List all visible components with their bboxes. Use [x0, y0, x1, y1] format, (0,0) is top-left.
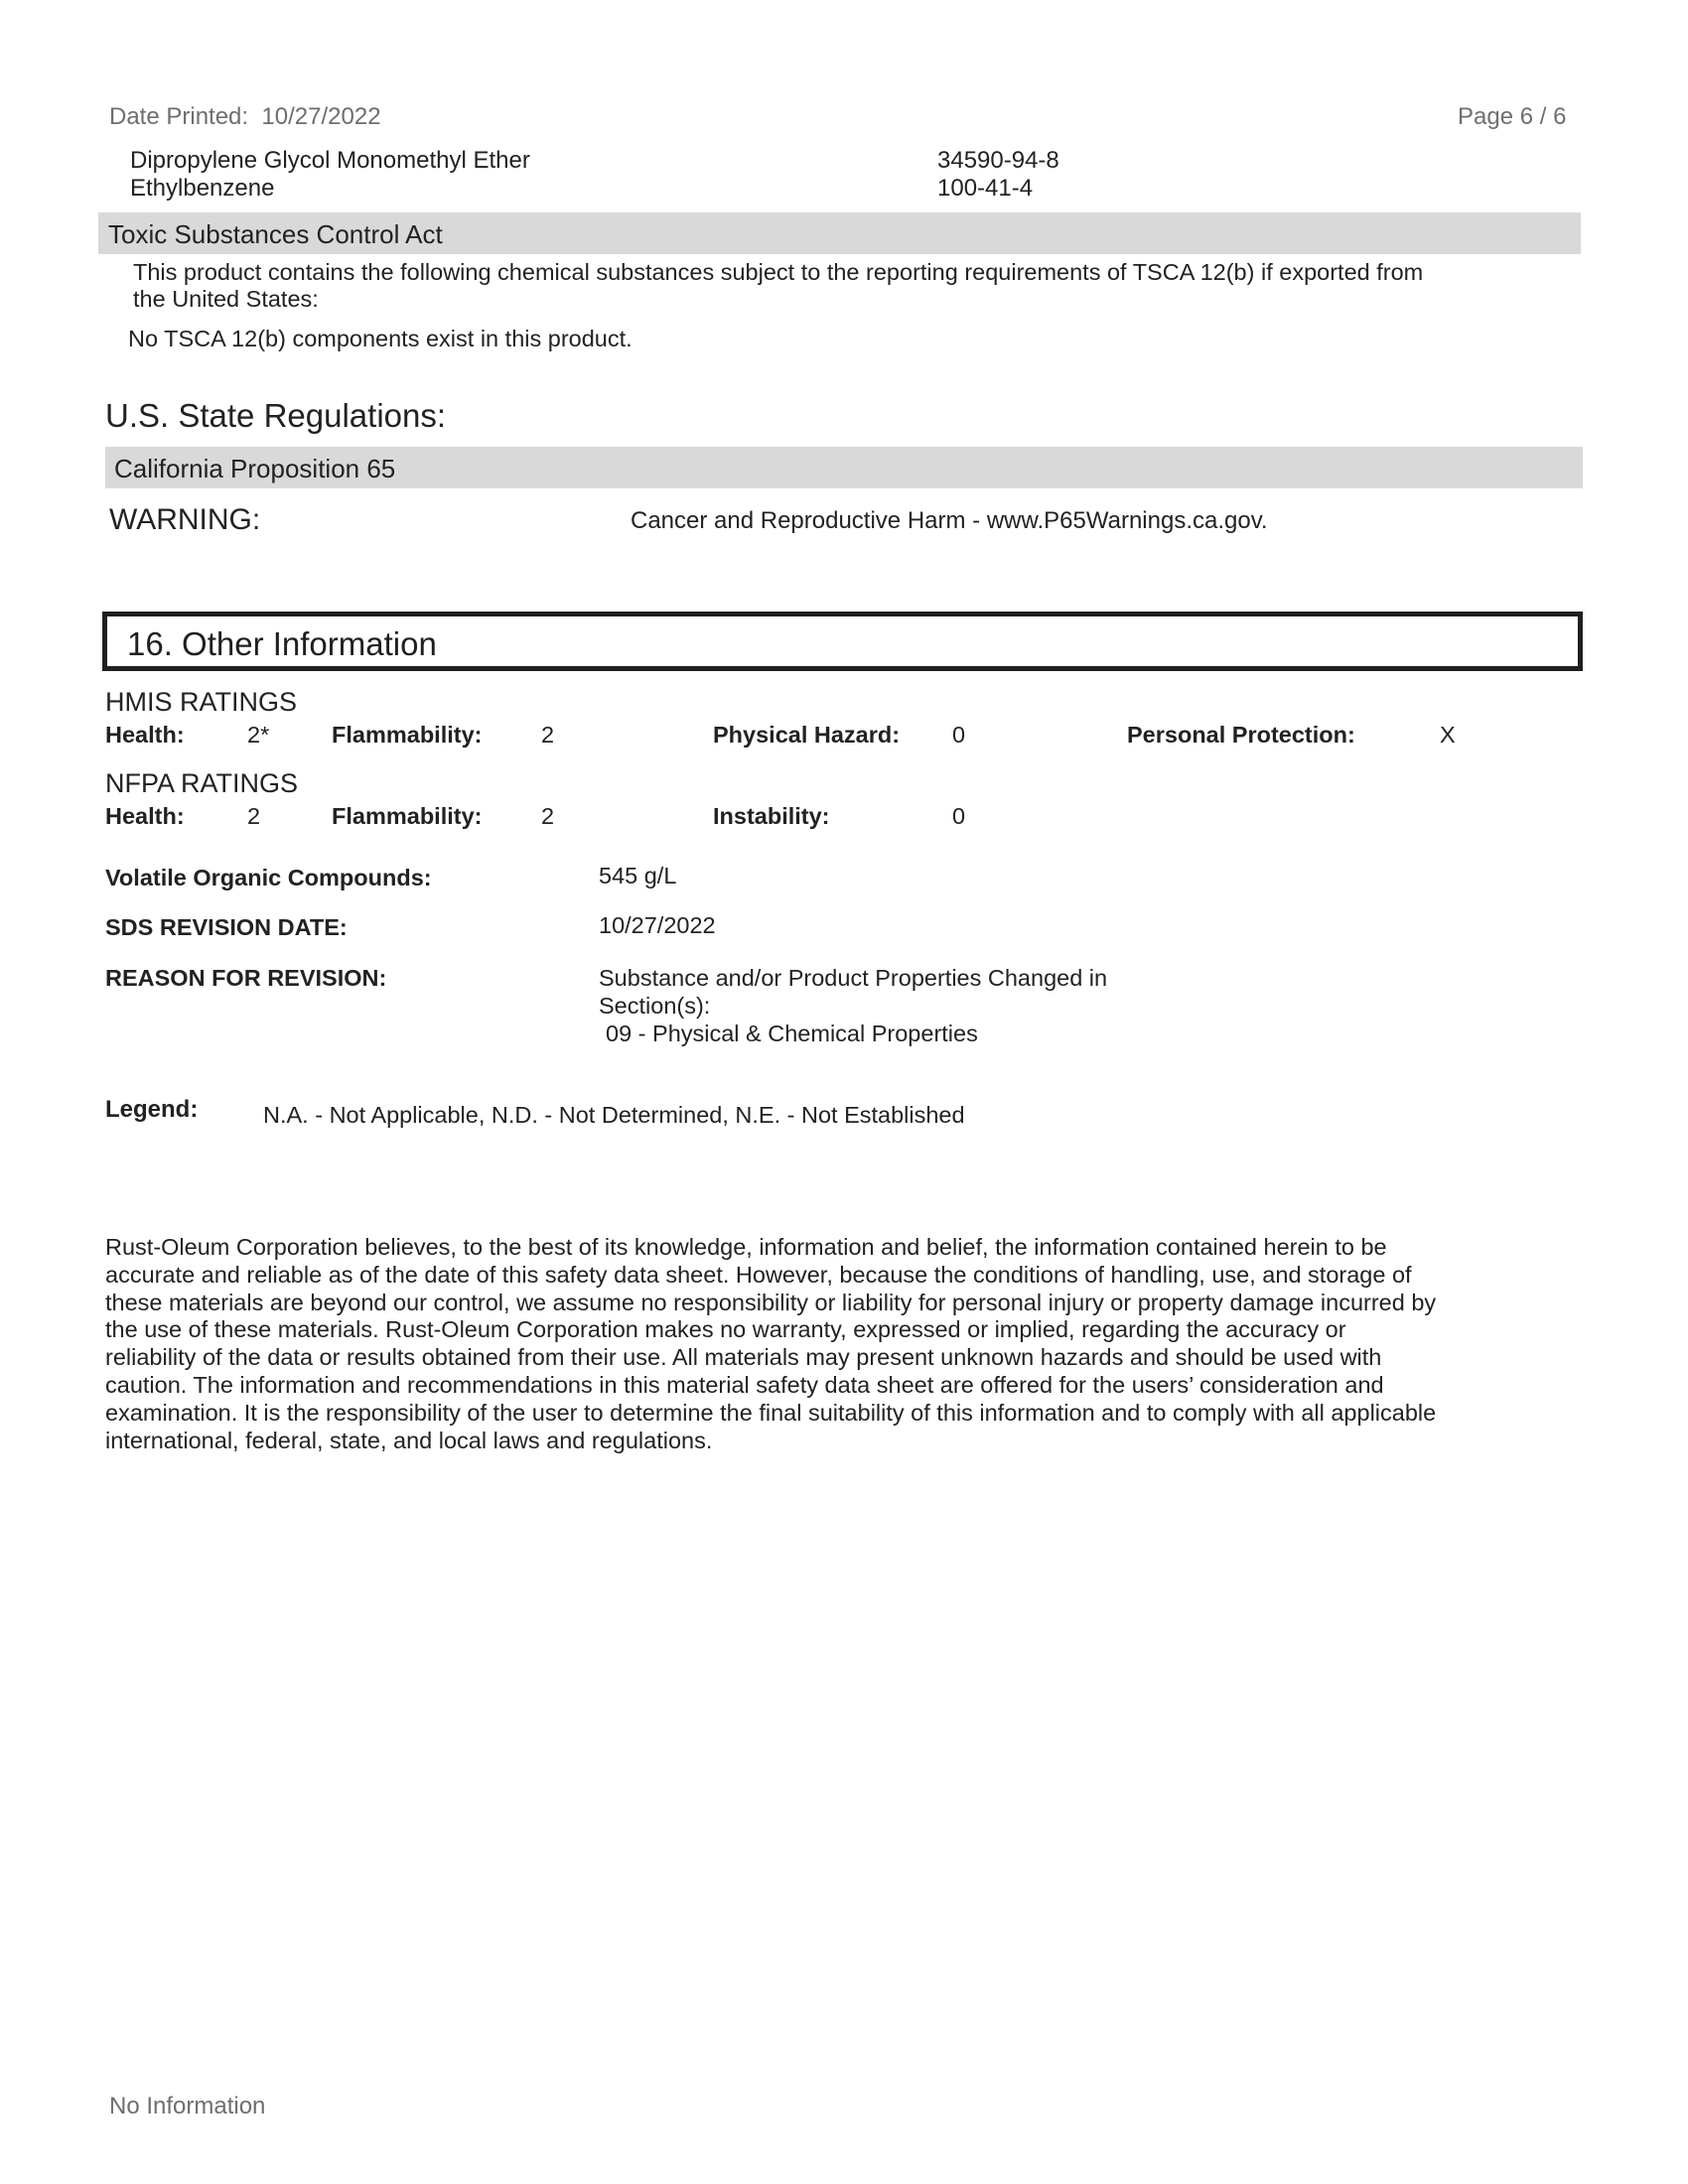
section-16-header	[102, 612, 1583, 671]
disclaimer-line: international, federal, state, and local laws and regulations.	[105, 1427, 713, 1453]
disclaimer-line: these materials are beyond our control, we assume no responsibility or liability for personal injury or property damage incurred by	[105, 1289, 1437, 1315]
hmis-physical-hazard-value: 0	[952, 722, 966, 748]
hmis-flammability-value: 2	[541, 722, 555, 748]
hmis-personal-protection-value: X	[1440, 722, 1456, 748]
tsca-title: Toxic Substances Control Act	[108, 219, 443, 249]
hmis-personal-protection-label: Personal Protection:	[1127, 722, 1355, 748]
date-printed-value: 10/27/2022	[261, 103, 381, 130]
nfpa-flammability-label: Flammability:	[332, 803, 483, 829]
prop65-title: California Proposition 65	[114, 454, 396, 483]
hmis-physical-hazard-label: Physical Hazard:	[713, 722, 901, 748]
disclaimer-line: caution. The information and recommendations in this material safety data sheet are offered for the users’ consideration and	[105, 1371, 1384, 1398]
legend-text: N.A. - Not Applicable, N.D. - Not Determined, N.E. - Not Established	[263, 1102, 965, 1128]
tsca-note: No TSCA 12(b) components exist in this product.	[128, 326, 633, 351]
voc-label: Volatile Organic Compounds:	[105, 865, 432, 890]
disclaimer-line: examination. It is the responsibility of the user to determine the final suitability of this information and to comply with all applicable	[105, 1399, 1437, 1426]
nfpa-instability-label: Instability:	[713, 803, 830, 829]
tsca-text-line2: the United States:	[133, 286, 319, 312]
footer-text: No Information	[109, 2093, 266, 2119]
nfpa-health-label: Health:	[105, 803, 185, 829]
reason-line3: 09 - Physical & Chemical Properties	[606, 1021, 978, 1046]
tsca-header-bar	[98, 212, 1581, 254]
legend-label: Legend:	[105, 1096, 199, 1123]
page-number: Page 6 / 6	[1458, 103, 1567, 130]
date-printed-label: Date Printed:	[109, 103, 249, 130]
warning-label: WARNING:	[109, 503, 261, 536]
revision-date-value: 10/27/2022	[599, 912, 716, 938]
voc-value: 545 g/L	[599, 863, 677, 888]
disclaimer-line: reliability of the data or results obtained from their use. All materials may present unknown hazards and should be used with	[105, 1344, 1382, 1371]
revision-date-label: SDS REVISION DATE:	[105, 914, 348, 940]
reason-label: REASON FOR REVISION:	[105, 965, 387, 991]
chemical-name: Ethylbenzene	[130, 175, 275, 202]
section-16-title: 16. Other Information	[127, 625, 437, 662]
chemical-cas: 100-41-4	[937, 175, 1034, 202]
hmis-health-value: 2*	[247, 722, 270, 748]
hmis-heading: HMIS RATINGS	[105, 687, 298, 717]
chemical-name: Dipropylene Glycol Monomethyl Ether	[130, 147, 530, 174]
reason-line2: Section(s):	[599, 993, 711, 1019]
hmis-health-label: Health:	[105, 722, 185, 748]
disclaimer-line: Rust-Oleum Corporation believes, to the best of its knowledge, information and belief, the information contained herein to be	[105, 1234, 1387, 1260]
disclaimer-line: the use of these materials. Rust-Oleum Corporation makes no warranty, expressed or implied, regarding the accuracy or	[105, 1316, 1346, 1343]
tsca-text-line1: This product contains the following chemical substances subject to the reporting requirements of TSCA 12(b) if exported from	[133, 259, 1424, 285]
warning-text: Cancer and Reproductive Harm - www.P65Warnings.ca.gov.	[631, 507, 1268, 534]
disclaimer	[105, 1234, 1436, 1454]
reason-line1: Substance and/or Product Properties Changed in	[599, 965, 1108, 991]
nfpa-instability-value: 0	[952, 803, 966, 829]
state-regulations-title: U.S. State Regulations:	[105, 397, 447, 434]
nfpa-health-value: 2	[247, 803, 261, 829]
nfpa-heading: NFPA RATINGS	[105, 768, 299, 798]
disclaimer-line: accurate and reliable as of the date of this safety data sheet. However, because the conditions of handling, use, and storage of	[105, 1261, 1412, 1288]
nfpa-flammability-value: 2	[541, 803, 555, 829]
chemical-cas: 34590-94-8	[937, 147, 1059, 174]
prop65-header-bar	[105, 447, 1583, 488]
hmis-flammability-label: Flammability:	[332, 722, 483, 748]
date-printed	[109, 103, 381, 131]
